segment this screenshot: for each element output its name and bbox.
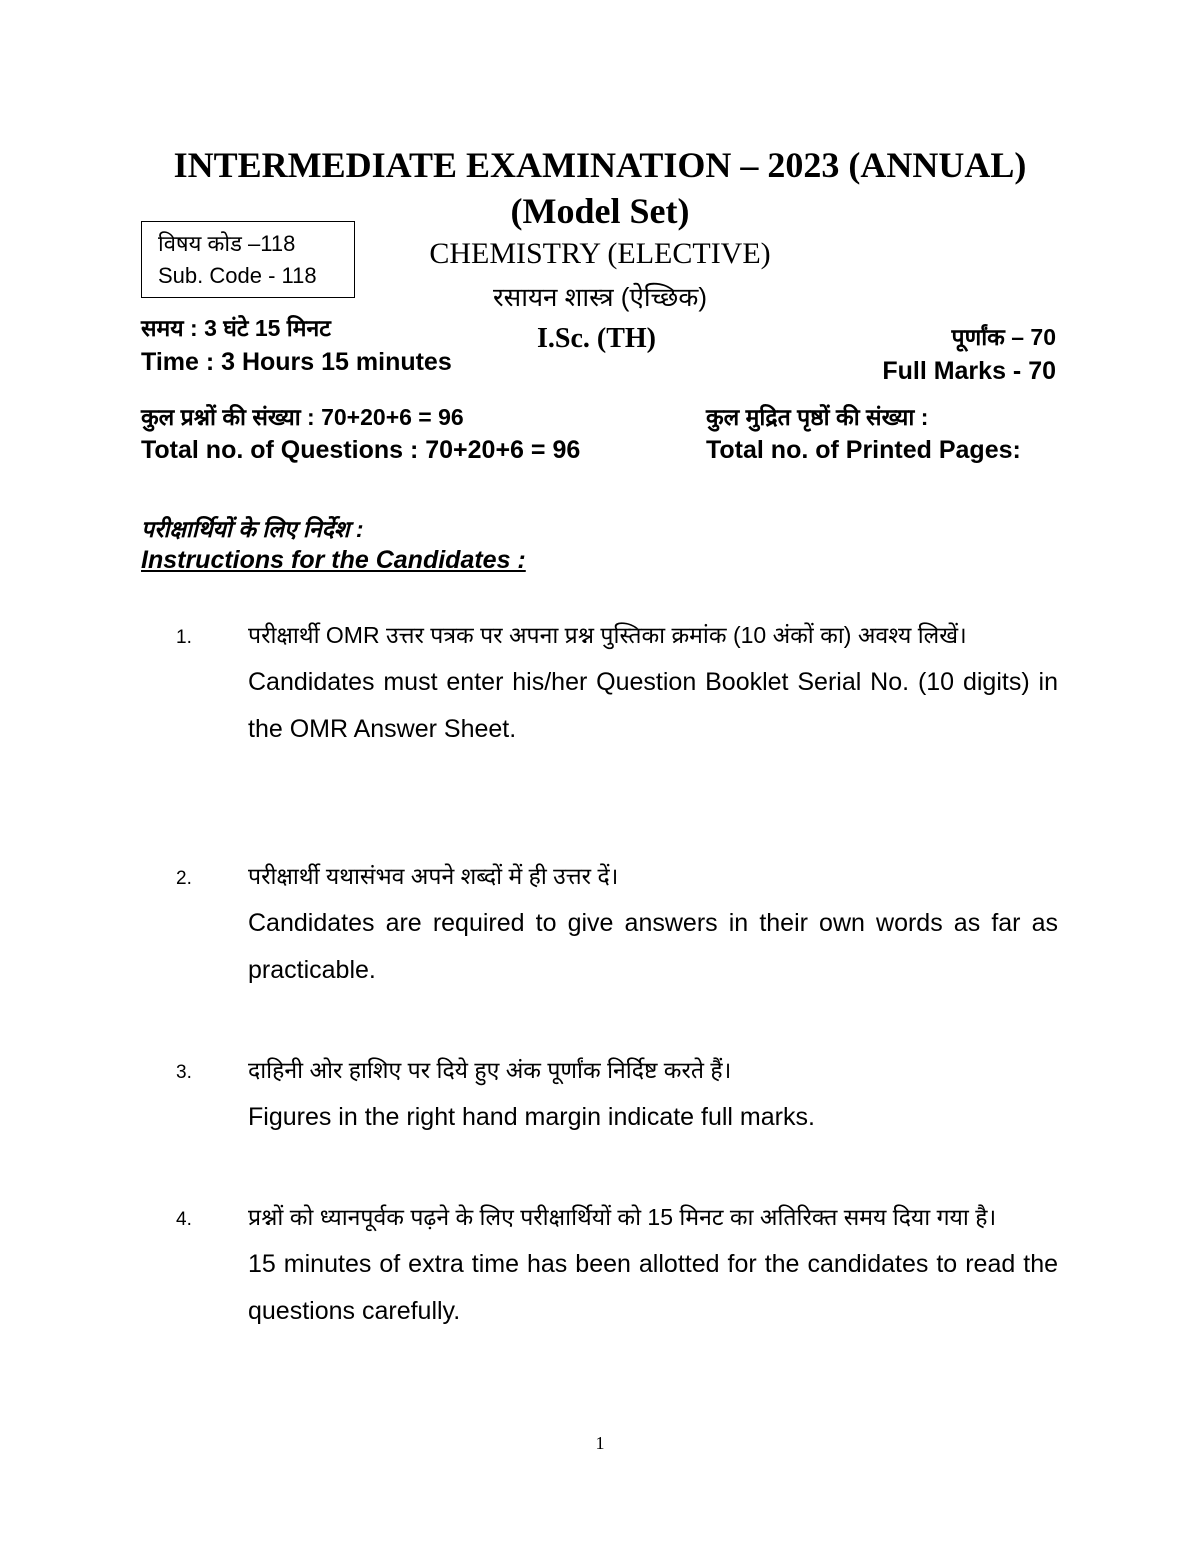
instructions-heading-english: Instructions for the Candidates : — [141, 546, 526, 574]
instruction-text-hindi: प्रश्नों को ध्यानपूर्वक पढ़ने के लिए परीक्षार्थियों को 15 मिनट का अतिरिक्त समय दिया गया है। — [248, 1204, 997, 1230]
instruction-text-hindi: परीक्षार्थी OMR उत्तर पत्रक पर अपना प्रश्न पुस्तिका क्रमांक (10 अंकों का) अवश्य लिखें। — [248, 622, 967, 648]
full-marks-english: Full Marks - 70 — [882, 357, 1056, 385]
total-pages-hindi: कुल मुद्रित पृष्ठों की संख्या : — [706, 404, 929, 430]
instruction-text-hindi: परीक्षार्थी यथासंभव अपने शब्दों में ही उत्तर दें। — [248, 863, 619, 889]
instruction-item — [248, 1194, 1058, 1335]
exam-title: INTERMEDIATE EXAMINATION – 2023 (ANNUAL) — [173, 145, 1027, 185]
instruction-text-english: Figures in the right hand margin indicate full marks. — [248, 1103, 815, 1131]
total-pages-english: Total no. of Printed Pages: — [706, 436, 1021, 464]
instructions-heading-hindi: परीक्षार्थियों के लिए निर्देश : — [141, 516, 364, 542]
instruction-item — [248, 1047, 1058, 1141]
instruction-text-english: 15 minutes of extra time has been allotted for the candidates to read the questions carefully. — [248, 1250, 1058, 1325]
total-questions-english: Total no. of Questions : 70+20+6 = 96 — [141, 436, 581, 464]
subject-code-hindi: विषय कोड –118 — [158, 231, 296, 256]
full-marks-hindi: पूर्णांक – 70 — [951, 324, 1056, 350]
subject-code-english: Sub. Code - 118 — [158, 263, 317, 288]
instruction-number: 1. — [176, 627, 192, 648]
time-english: Time : 3 Hours 15 minutes — [141, 348, 452, 376]
exam-subtitle: (Model Set) — [510, 191, 690, 231]
instruction-number: 2. — [176, 868, 192, 889]
instruction-text-hindi: दाहिनी ओर हाशिए पर दिये हुए अंक पूर्णांक निर्दिष्ट करते हैं। — [248, 1057, 732, 1083]
instruction-text-english: Candidates are required to give answers in their own words as far as practicable. — [248, 909, 1058, 984]
subject-name-hindi: रसायन शास्त्र (ऐच्छिक) — [493, 282, 707, 312]
instruction-item — [248, 612, 1058, 753]
subject-name: CHEMISTRY (ELECTIVE) — [429, 237, 771, 270]
instruction-item — [248, 853, 1058, 994]
instruction-text-english: Candidates must enter his/her Question Booklet Serial No. (10 digits) in the OMR Answer Sheet. — [248, 668, 1058, 743]
time-hindi: समय : 3 घंटे 15 मिनट — [141, 315, 331, 341]
page-number: 1 — [595, 1433, 605, 1453]
instruction-number: 4. — [176, 1209, 192, 1230]
instruction-number: 3. — [176, 1062, 192, 1083]
course-name: I.Sc. (TH) — [537, 323, 656, 354]
total-questions-hindi: कुल प्रश्नों की संख्या : 70+20+6 = 96 — [141, 404, 464, 430]
